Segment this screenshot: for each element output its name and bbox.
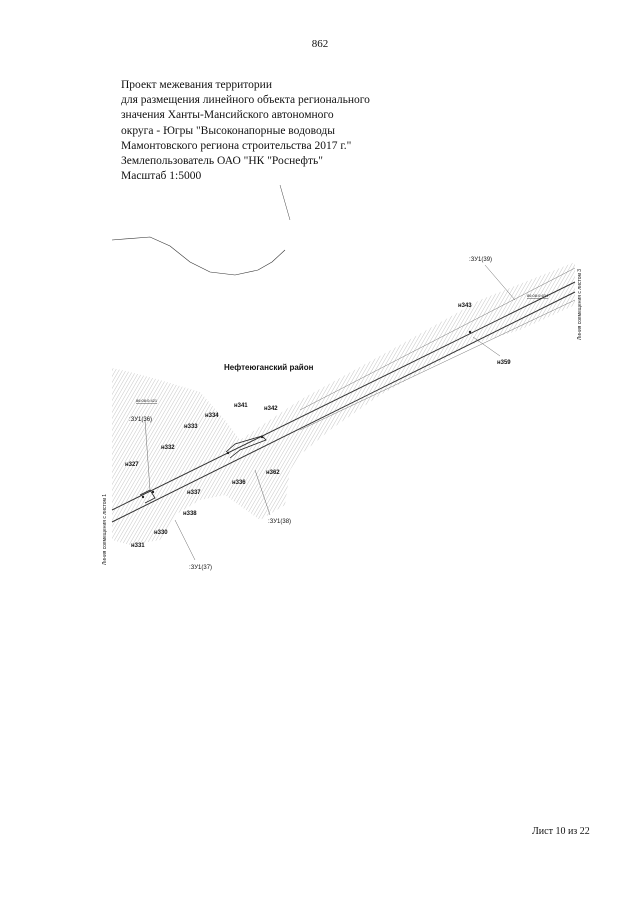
point-label: н332 bbox=[161, 445, 175, 451]
point-label: н338 bbox=[183, 511, 197, 517]
point-label: н333 bbox=[184, 424, 198, 430]
match-line-right: Линия совмещения с листом 3 bbox=[577, 268, 583, 340]
corridor-offset-lower bbox=[300, 300, 575, 430]
cadastral-label: 86:08:0:634 bbox=[527, 293, 549, 298]
leader-line bbox=[175, 520, 195, 560]
scale-line: Масштаб 1:5000 bbox=[121, 170, 202, 183]
point-marker bbox=[152, 491, 154, 493]
page-number: 862 bbox=[311, 38, 329, 50]
point-label: н343 bbox=[458, 303, 472, 309]
parcel-label: :ЗУ1(38) bbox=[268, 519, 292, 525]
point-label: н336 bbox=[232, 480, 246, 486]
point-label: н330 bbox=[154, 530, 168, 536]
parcel-label: :ЗУ1(36) bbox=[129, 417, 153, 423]
right-of-way-hatch bbox=[112, 262, 575, 545]
sheet-footer: Лист 10 из 22 bbox=[532, 826, 590, 837]
parcel-label: :ЗУ1(37) bbox=[189, 565, 213, 571]
corridor-offset-upper bbox=[300, 268, 575, 410]
title-line-1: Проект межевания территории bbox=[121, 79, 272, 91]
point-label: н359 bbox=[497, 360, 511, 366]
point-marker bbox=[469, 331, 471, 333]
land-user-line: Землепользователь ОАО "НК "Роснефть" bbox=[121, 155, 323, 168]
title-line-4: округа - Югры "Высоконапорные водоводы bbox=[121, 124, 336, 137]
title-line-2: для размещения линейного объекта регионального bbox=[121, 94, 370, 107]
point-label: н342 bbox=[264, 406, 278, 412]
point-label: н327 bbox=[125, 462, 139, 468]
point-label: н341 bbox=[234, 403, 248, 409]
cadastral-label: 86:08:0:421 bbox=[136, 398, 158, 403]
point-label: н334 bbox=[205, 413, 219, 419]
district-label: Нефтеюганский район bbox=[224, 363, 314, 372]
match-line-left: Линия совмещения с листом 1 bbox=[102, 493, 108, 565]
point-marker bbox=[142, 496, 144, 498]
point-label: н362 bbox=[266, 470, 280, 476]
point-marker bbox=[261, 436, 263, 438]
boundary-line-segment bbox=[280, 185, 290, 220]
parcel-label: :ЗУ1(39) bbox=[469, 257, 493, 263]
title-line-3: значения Ханты-Мансийского автономного bbox=[121, 109, 334, 122]
point-label: н331 bbox=[131, 543, 145, 549]
boundary-line bbox=[112, 237, 285, 275]
point-marker bbox=[227, 452, 229, 454]
title-line-5: Мамонтовского региона строительства 2017 г." bbox=[121, 139, 352, 152]
point-label: н337 bbox=[187, 490, 201, 496]
